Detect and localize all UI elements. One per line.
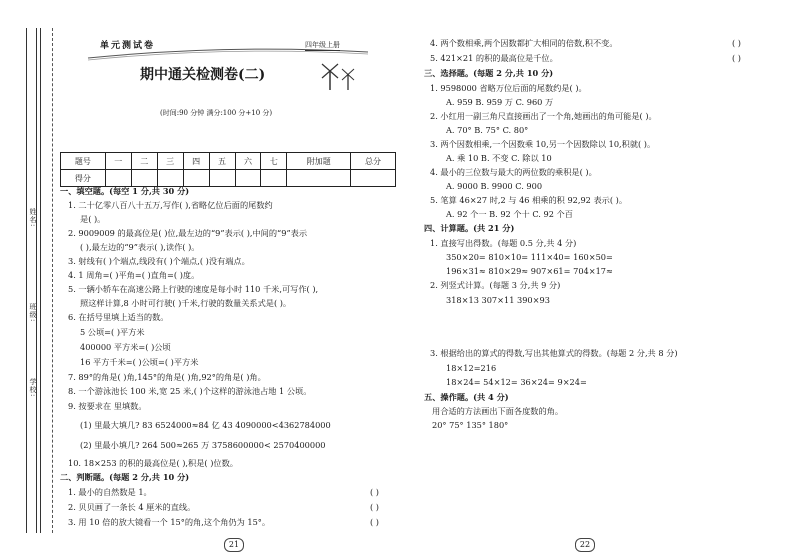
question-text: 5. 一辆小轿车在高速公路上行驶的速度是每小时 110 千米,可写作( ), (68, 284, 319, 294)
section-heading: 一、填空题。(每空 1 分,共 30 分) (60, 186, 190, 196)
score-cell[interactable] (287, 170, 351, 187)
question-text: 400000 平方米=( )公顷 (80, 342, 171, 352)
score-row (61, 170, 396, 187)
binding-line (36, 28, 37, 533)
question-text: 16 平方千米=( )公顷=( )平方米 (80, 357, 199, 367)
cut-line (52, 28, 53, 533)
question-text: 10. 18×253 的积的最高位是( ),积是( )位数。 (68, 458, 238, 468)
binding-strip (10, 28, 58, 533)
binding-line (40, 28, 41, 533)
section-heading: 三、选择题。(每题 2 分,共 10 分) (424, 68, 554, 78)
windmill-icon (318, 60, 362, 92)
choice-options: A. 9000 B. 9900 C. 900 (446, 181, 543, 191)
question-text: 2. 9009009 的最高位是( )位,最左边的“9”表示( ),中间的“9”表示 (68, 228, 308, 238)
calc-row: 350×20= 810×10= 111×40= 160×50= (446, 252, 613, 262)
answer-paren[interactable]: ( ) (370, 487, 379, 497)
binding-line (26, 28, 27, 533)
section-heading: 五、操作题。(共 4 分) (424, 392, 509, 402)
question-text: (1) 里最大填几? 83 6524000≈84 亿 43 4090000<4362784000 (80, 420, 331, 430)
page-number: 21 (224, 538, 244, 552)
score-cell[interactable] (209, 170, 235, 187)
calc-row: 18×12=216 (446, 363, 497, 373)
question-text: 是( )。 (80, 214, 106, 224)
score-cell[interactable] (157, 170, 183, 187)
score-table (60, 152, 396, 187)
answer-paren[interactable]: ( ) (370, 517, 379, 527)
score-cell[interactable] (235, 170, 261, 187)
question-text: 3. 根据给出的算式的得数,写出其他算式的得数。(每题 2 分,共 8 分) (430, 348, 678, 358)
question-text: 5 公顷=( )平方米 (80, 327, 145, 337)
page-number: 22 (575, 538, 595, 552)
section-heading: 四、计算题。(共 21 分) (424, 223, 515, 233)
choice-options: A. 乘 10 B. 不变 C. 除以 10 (446, 153, 552, 163)
question-text: 9. 按要求在 里填数。 (68, 401, 147, 411)
question-text: 1. 最小的自然数是 1。 (68, 487, 152, 497)
score-cell[interactable] (351, 170, 396, 187)
score-cell[interactable] (131, 170, 157, 187)
question-text: 3. 射线有( )个端点,线段有( )个端点,( )没有端点。 (68, 256, 250, 266)
section-heading: 二、判断题。(每题 2 分,共 10 分) (60, 472, 190, 482)
score-header: 三 (157, 153, 183, 170)
class-label: 班级: (29, 303, 37, 323)
choice-options: A. 70° B. 75° C. 80° (446, 125, 529, 135)
question-text: 1. 二十亿零八百八十五万,写作( ),省略亿位后面的尾数约 (68, 200, 273, 210)
question-text: (2) 里最小填几? 264 500≈265 万 3758600000< 2570400000 (80, 440, 326, 450)
question-text: 3. 两个因数相乘,一个因数乘 10,另一个因数除以 10,积就( )。 (430, 139, 656, 149)
calc-row: 318×13 307×11 390×93 (446, 295, 550, 305)
question-text: 4. 两个数相乘,两个因数都扩大相同的倍数,积不变。 (430, 38, 618, 48)
badge-title: 单元测试卷 (100, 41, 156, 51)
question-text: 2. 小红用一副三角尺直接画出了一个角,她画出的角可能是( )。 (430, 111, 657, 121)
question-text: 5. 笔算 46×27 时,2 与 46 相乘的积 92,92 表示( )。 (430, 195, 628, 205)
answer-paren[interactable]: ( ) (370, 502, 379, 512)
score-row-label: 得分 (61, 170, 106, 187)
choice-options: A. 959 B. 959 万 C. 960 万 (446, 97, 554, 107)
score-header: 六 (235, 153, 261, 170)
calc-row: 196×31≈ 810×29≈ 907×61= 704×17≈ (446, 266, 613, 276)
question-text: 2. 贝贝画了一条长 4 厘米的直线。 (68, 502, 196, 512)
score-header: 五 (209, 153, 235, 170)
score-header: 总分 (351, 153, 396, 170)
score-cell[interactable] (183, 170, 209, 187)
question-text: 2. 列竖式计算。(每题 3 分,共 9 分) (430, 280, 561, 290)
question-text: 5. 421×21 的积的最高位是千位。 (430, 53, 558, 63)
question-text: 6. 在括号里填上适当的数。 (68, 312, 169, 322)
calc-row: 18×24= 54×12= 36×24= 9×24= (446, 377, 587, 387)
answer-paren[interactable]: ( ) (732, 38, 741, 48)
question-text: 7. 89°的角是( )角,145°的角是( )角,92°的角是( )角。 (68, 372, 266, 382)
question-text: 用合适的方法画出下面各度数的角。 (432, 406, 564, 416)
question-text: 1. 9598000 省略万位后面的尾数约是( )。 (430, 83, 587, 93)
exam-info: (时间:90 分钟 满分:100 分+10 分) (160, 109, 273, 117)
page-title: 期中通关检测卷(二) (140, 67, 266, 83)
school-label: 学校: (29, 378, 37, 398)
question-text: 4. 最小的三位数与最大的两位数的乘积是( )。 (430, 167, 597, 177)
grade-label: 四年级上册 (305, 41, 340, 49)
score-cell[interactable] (105, 170, 131, 187)
score-header: 一 (105, 153, 131, 170)
question-text: 8. 一个游泳池长 100 米,宽 25 米,( )个这样的游泳池占地 1 公顷。 (68, 386, 312, 396)
answer-paren[interactable]: ( ) (732, 53, 741, 63)
question-text: 4. 1 周角=( )平角=( )直角=( )度。 (68, 270, 200, 280)
score-header: 二 (131, 153, 157, 170)
question-text: 照这样计算,8 小时可行驶( )千米,行驶的数量关系式是( )。 (80, 298, 292, 308)
score-header: 四 (183, 153, 209, 170)
angle-row: 20° 75° 135° 180° (432, 420, 509, 430)
score-cell[interactable] (261, 170, 287, 187)
score-header: 七 (261, 153, 287, 170)
choice-options: A. 92 个一 B. 92 个十 C. 92 个百 (446, 209, 573, 219)
question-text: 1. 直接写出得数。(每题 0.5 分,共 4 分) (430, 238, 577, 248)
name-label: 姓名: (29, 208, 37, 228)
score-header: 题号 (61, 153, 106, 170)
question-text: 3. 用 10 倍的放大镜看一个 15°的角,这个角仍为 15°。 (68, 517, 271, 527)
score-header-row (61, 153, 396, 170)
question-text: ( ),最左边的“9”表示( ),读作( )。 (80, 242, 200, 252)
score-header: 附加题 (287, 153, 351, 170)
